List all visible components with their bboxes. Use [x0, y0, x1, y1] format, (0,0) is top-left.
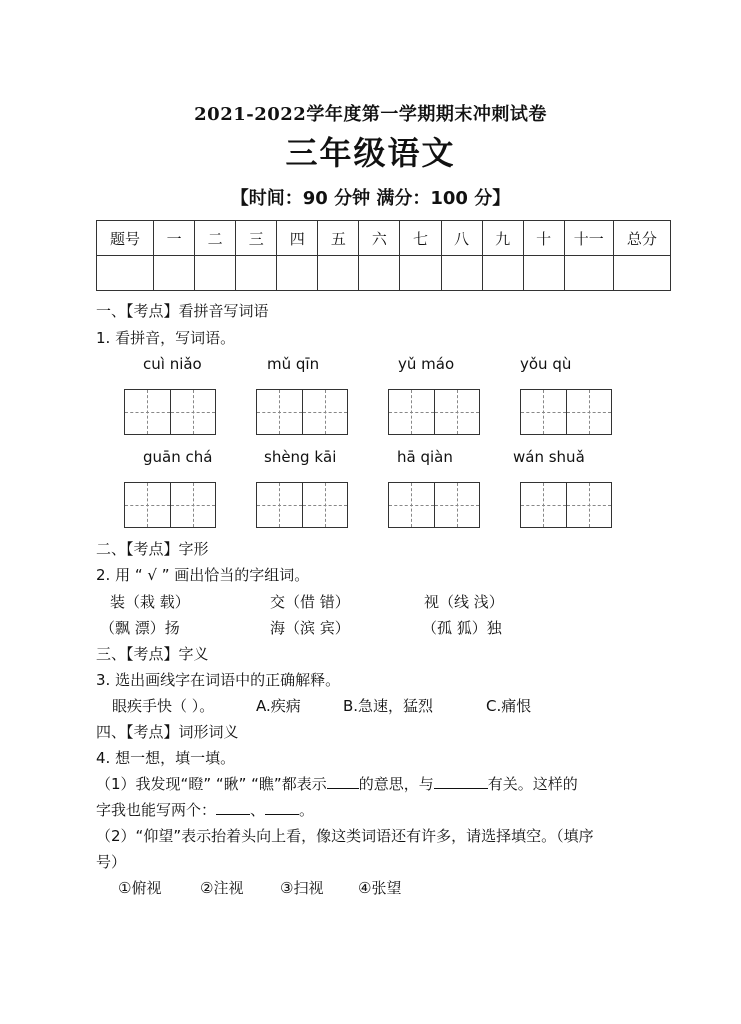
- score-header-cell: 一: [154, 221, 195, 256]
- pinyin-label: yǒu qù: [520, 355, 572, 373]
- pinyin-label: mǔ qīn: [267, 355, 320, 373]
- word-choice-item[interactable]: （孤 狐）独: [422, 619, 502, 637]
- score-blank-cell[interactable]: [523, 256, 564, 291]
- option-b[interactable]: B.急速，猛烈: [343, 697, 434, 715]
- score-table-blank-row: [97, 256, 671, 291]
- score-header-cell: 五: [318, 221, 359, 256]
- choice-item: ②注视: [200, 879, 244, 897]
- score-blank-cell[interactable]: [318, 256, 359, 291]
- section-3-heading: 三、【考点】字义: [96, 645, 209, 663]
- score-blank-cell[interactable]: [482, 256, 523, 291]
- writing-grid[interactable]: [520, 482, 612, 528]
- question-4-sub-2: （2）“仰望”表示抬着头向上看，像这类词语还有许多，请选择填空。（填序: [96, 827, 594, 845]
- word-choice-item[interactable]: 海（滨 宾）: [270, 619, 350, 637]
- section-2-heading: 二、【考点】字形: [96, 540, 209, 558]
- page-title: 三年级语文: [285, 134, 456, 172]
- score-header-cell: 题号: [97, 221, 154, 256]
- question-3: 3. 选出画线字在词语中的正确解释。: [96, 671, 341, 689]
- separator: 、: [250, 801, 266, 819]
- score-header-cell: 总分: [613, 221, 670, 256]
- score-header-cell: 七: [400, 221, 441, 256]
- choice-item: ①俯视: [118, 879, 162, 897]
- pinyin-label: yǔ máo: [398, 355, 455, 373]
- score-header-cell: 二: [195, 221, 236, 256]
- option-c[interactable]: C.痛恨: [486, 697, 532, 715]
- score-blank-cell[interactable]: [236, 256, 277, 291]
- option-a[interactable]: A.疾病: [256, 697, 301, 715]
- word-choice-item[interactable]: 视（线 浅）: [424, 593, 504, 611]
- choice-item: ③扫视: [280, 879, 324, 897]
- score-table-header-row: [97, 221, 671, 256]
- answer-blank[interactable]: [216, 800, 250, 815]
- word-choice-item[interactable]: 装（栽 载）: [110, 593, 190, 611]
- sub-1-line2-text: 字我也能写两个：: [96, 801, 217, 819]
- section-1-heading: 一、【考点】看拼音写词语: [96, 302, 269, 320]
- writing-grid[interactable]: [520, 389, 612, 435]
- question-4-sub-1-line-2: [96, 799, 314, 820]
- score-blank-cell[interactable]: [400, 256, 441, 291]
- score-header-cell: 九: [482, 221, 523, 256]
- pinyin-label: hā qiàn: [397, 448, 453, 466]
- pinyin-label: guān chá: [143, 448, 213, 466]
- sub-1-text-c: 有关。这样的: [487, 775, 578, 793]
- pinyin-label: wán shuǎ: [513, 448, 585, 466]
- writing-grid[interactable]: [388, 482, 480, 528]
- answer-blank[interactable]: [265, 800, 299, 815]
- question-2: 2. 用 “ √ ” 画出恰当的字组词。: [96, 566, 310, 584]
- score-header-cell: 十一: [564, 221, 613, 256]
- score-blank-cell[interactable]: [195, 256, 236, 291]
- question-4-sub-1: [96, 773, 578, 794]
- score-blank-cell[interactable]: [277, 256, 318, 291]
- writing-grid[interactable]: [124, 389, 216, 435]
- writing-grid[interactable]: [388, 389, 480, 435]
- pinyin-label: cuì niǎo: [143, 355, 202, 373]
- question-3-item[interactable]: 眼疾手快（ ）。: [112, 697, 215, 715]
- choice-item: ④张望: [358, 879, 402, 897]
- question-4: 4. 想一想，填一填。: [96, 749, 236, 767]
- score-blank-cell[interactable]: [613, 256, 670, 291]
- sub-1-text-a: （1）我发现“瞪” “瞅” “瞧”都表示: [96, 775, 327, 793]
- writing-grid[interactable]: [256, 482, 348, 528]
- exam-subtitle: 2021-2022学年度第一学期期末冲刺试卷: [194, 104, 547, 125]
- answer-blank[interactable]: [327, 774, 359, 789]
- question-1: 1. 看拼音，写词语。: [96, 329, 236, 347]
- exam-info: 【时间：90 分钟 满分：100 分】: [230, 188, 511, 209]
- answer-blank[interactable]: [434, 774, 488, 789]
- sub-1-text-b: 的意思，与: [358, 775, 434, 793]
- score-blank-cell[interactable]: [154, 256, 195, 291]
- score-blank-cell[interactable]: [359, 256, 400, 291]
- score-table: [96, 220, 671, 291]
- score-header-cell: 四: [277, 221, 318, 256]
- score-blank-cell[interactable]: [564, 256, 613, 291]
- writing-grid[interactable]: [256, 389, 348, 435]
- pinyin-label: shèng kāi: [264, 448, 337, 466]
- section-4-heading: 四、【考点】词形词义: [96, 723, 239, 741]
- period: 。: [299, 801, 315, 819]
- score-blank-cell[interactable]: [441, 256, 482, 291]
- score-header-cell: 十: [523, 221, 564, 256]
- score-header-cell: 三: [236, 221, 277, 256]
- writing-grid[interactable]: [124, 482, 216, 528]
- word-choice-item[interactable]: 交（借 错）: [270, 593, 350, 611]
- word-choice-item[interactable]: （飘 漂）扬: [100, 619, 180, 637]
- score-header-cell: 六: [359, 221, 400, 256]
- question-4-sub-2-line-2: 号）: [96, 853, 127, 871]
- score-blank-cell[interactable]: [97, 256, 154, 291]
- score-header-cell: 八: [441, 221, 482, 256]
